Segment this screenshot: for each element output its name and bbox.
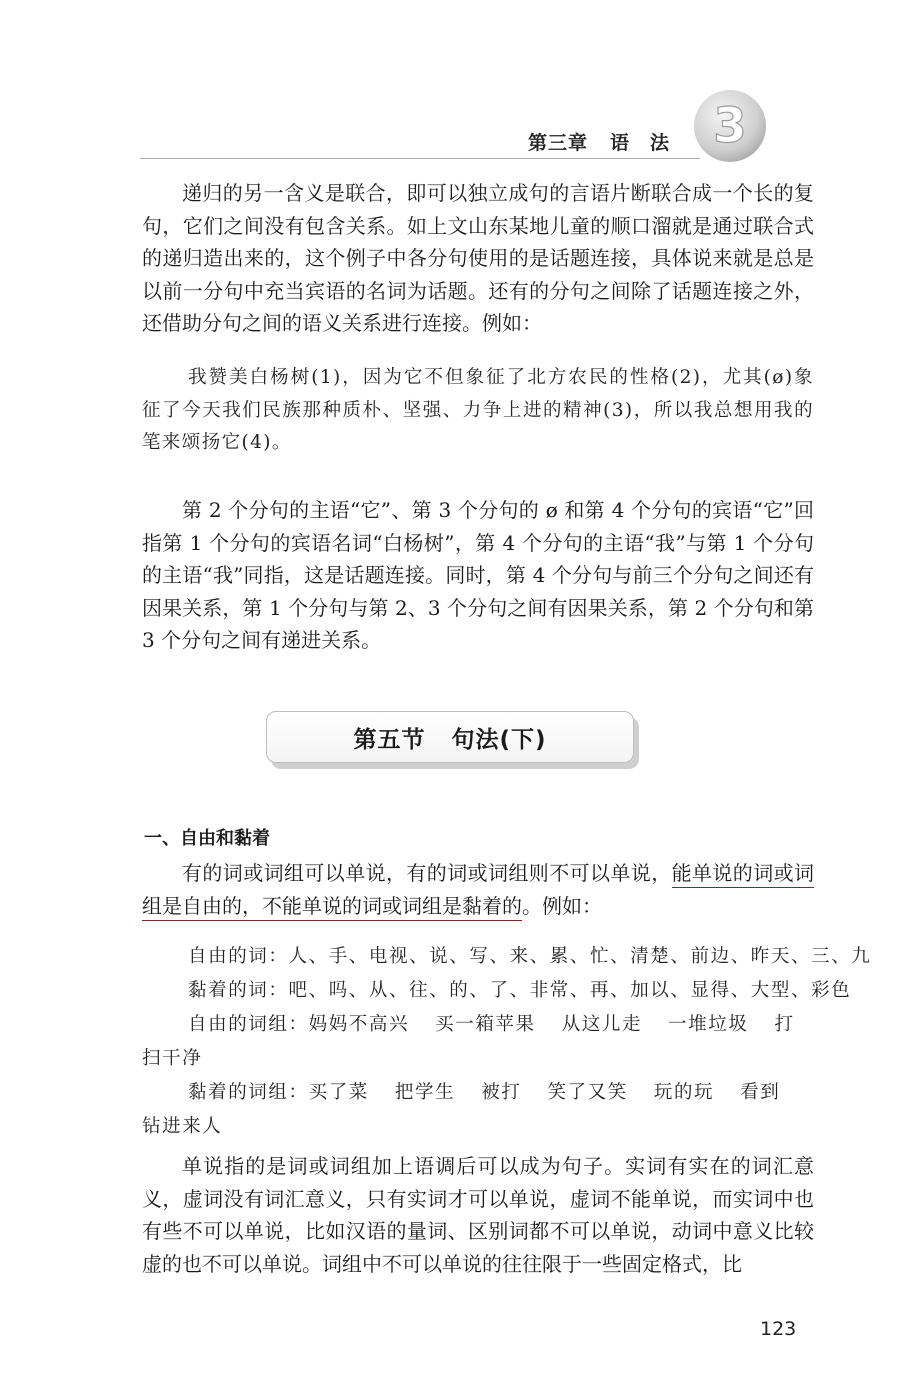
bound-phrase: 笑了又笑 xyxy=(547,1082,628,1103)
paragraph-topic-linking: 第 2 个分句的主语“它”、第 3 个分句的 ø 和第 4 个分句的宾语“它”回指第 1 个分句的宾语名词“白杨树”，第 4 个分句的主语“我”与第 1 个分句的主语“我”同指，这是话题连接。同时，第 4 个分句与前三个分句之间还有因果关系，第 1 个分句与第 2、3 个分句之间有因果关系，第 2 个分句和第 3 个分句之间有递进关系。 xyxy=(142,498,814,652)
section-heading-box xyxy=(266,711,634,763)
paragraph-free-bound-intro xyxy=(142,857,814,922)
section-title: 句法(下) xyxy=(451,726,547,753)
bound-phrase: 买了菜 xyxy=(308,1082,369,1103)
intro-ending: 。例如： xyxy=(522,893,602,918)
free-words-line: 自由的词：人、手、电视、说、写、来、累、忙、清楚、前边、昨天、三、九 xyxy=(188,946,872,967)
free-phrases-label: 自由的词组： xyxy=(188,1014,309,1035)
intro-text: 有的词或词组可以单说，有的词或词组则不可以单说， xyxy=(182,861,672,885)
chapter-number-badge xyxy=(690,86,770,166)
running-header xyxy=(140,100,820,170)
chapter-label: 第三章 xyxy=(527,132,588,154)
bound-phrases-line xyxy=(142,1076,814,1144)
free-phrase: 妈妈不高兴 xyxy=(308,1014,410,1035)
example-quote: 我赞美白杨树(1)，因为它不但象征了北方农民的性格(2)，尤其(ø)象征了今天我们民族那种质朴、坚强、力争上进的精神(3)，所以我总想用我的笔来颂扬它(4)。 xyxy=(142,367,814,453)
bound-phrase: 被打 xyxy=(481,1082,522,1103)
section-number: 第五节 xyxy=(353,726,426,753)
bound-phrase: 把学生 xyxy=(394,1082,456,1103)
page-number: 123 xyxy=(760,1318,797,1340)
free-phrase: 一堆垃圾 xyxy=(668,1014,749,1035)
bound-phrase: 钻进来人 xyxy=(142,1116,223,1137)
free-phrase: 从这儿走 xyxy=(561,1014,643,1035)
bound-words-line: 黏着的词：吧、吗、从、往、的、了、非常、再、加以、显得、大型、彩色 xyxy=(188,980,852,1001)
free-phrases-line xyxy=(142,1008,814,1076)
bound-phrase: 玩的玩 xyxy=(653,1082,715,1103)
paragraph-recursion: 递归的另一含义是联合，即可以独立成句的言语片断联合成一个长的复句，它们之间没有包含关系。如上文山东某地儿童的顺口溜就是通过联合式的递归造出来的，这个例子中各分句使用的是话题连接，具体说来就是总是以前一分句中充当宾语的名词为话题。还有的分句之间除了话题连接之外，还借助分句之间的语义关系进行连接。例如： xyxy=(142,181,814,335)
chapter-number: 3 xyxy=(713,98,747,154)
intro-underlined-definition: 能单说的词或词组是自由的，不能单说的词或词组是黏着的 xyxy=(142,861,814,921)
bound-phrase: 看到 xyxy=(740,1082,781,1103)
paragraph-standalone-definition: 单说指的是词或词组加上语调后可以成为句子。实词有实在的词汇意义，虚词没有词汇意义，只有实词才可以单说，虚词不能单说，而实词中也有些不可以单说，比如汉语的量词、区别词都不可以单说，动词中意义比较虚的也不可以单说。词组中不可以单说的往往限于一些固定格式，比 xyxy=(142,1154,814,1276)
free-phrase: 买一箱苹果 xyxy=(435,1014,536,1035)
free-phrase: 打扫干净 xyxy=(142,1014,795,1069)
examples-block xyxy=(142,940,872,1144)
chapter-title: 语 法 xyxy=(609,132,670,154)
header-rule xyxy=(140,158,700,159)
subsection-heading: 一、自由和黏着 xyxy=(144,828,270,849)
bound-phrases-label: 黏着的词组： xyxy=(188,1082,309,1103)
running-header-title xyxy=(528,128,670,155)
